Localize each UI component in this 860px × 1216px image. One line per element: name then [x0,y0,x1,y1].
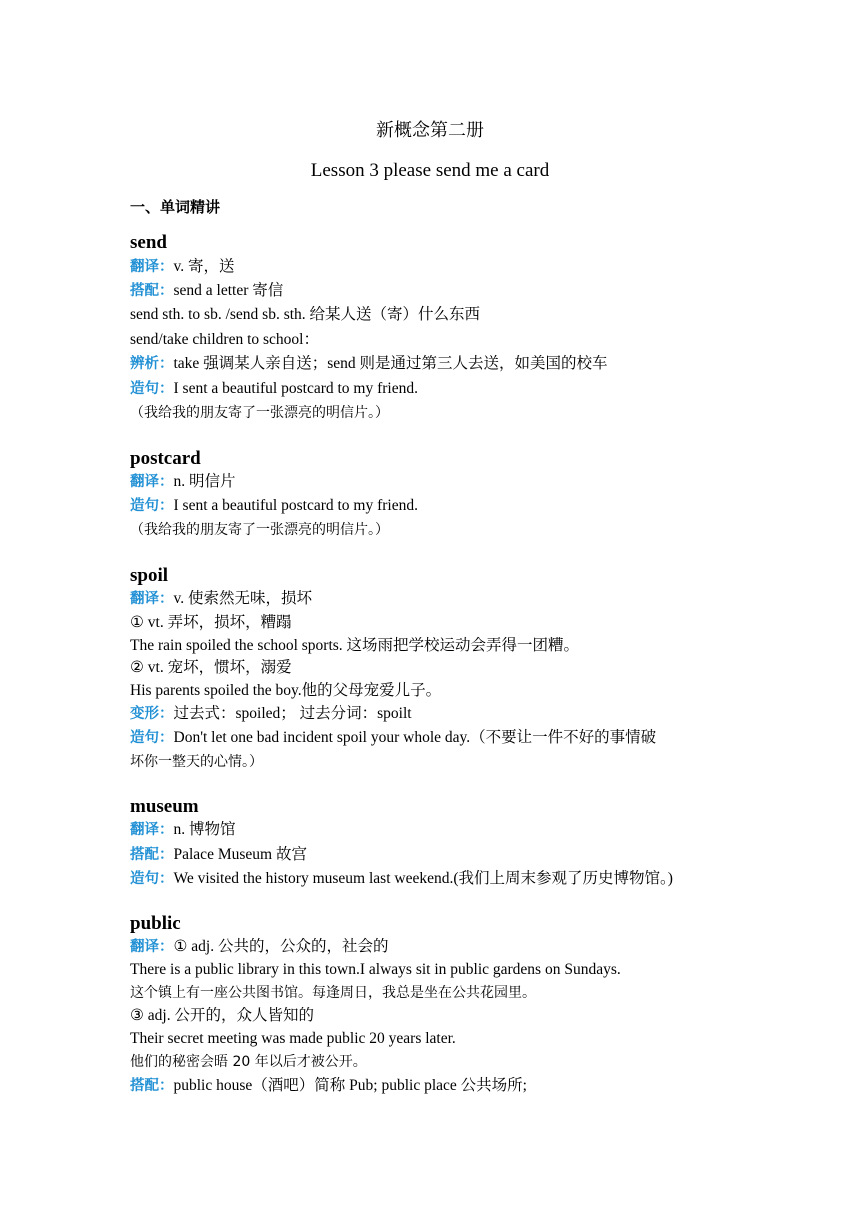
spoil-translation [130,589,312,609]
example-label: 造句： [130,871,174,887]
word-museum: museum [130,796,199,817]
translation-label: 翻译： [130,939,174,955]
collocation-label: 搭配： [130,1078,174,1094]
public-collocation-text: public house（酒吧）简称 Pub; public place 公共场所; [173,1077,527,1094]
spoil-sense-1-example: The rain spoiled the school sports. 这场雨把学校运动会弄得一团糟。 [130,637,580,654]
send-collocation [130,281,283,301]
postcard-translation [130,472,236,492]
send-collocation-3: send/take children to school： [130,331,319,348]
postcard-example [130,496,418,516]
museum-translation [130,820,236,840]
museum-collocation [130,845,307,865]
forms-label: 变形： [130,706,174,722]
collocation-label: 搭配： [130,847,174,863]
spoil-forms [130,704,412,724]
museum-translation-text: n. 博物馆 [173,821,236,838]
send-translation-text: v. 寄，送 [173,258,235,275]
spoil-translation-text: v. 使索然无味，损坏 [173,590,312,607]
postcard-translation-text: n. 明信片 [173,473,236,490]
public-collocation [130,1076,527,1096]
send-example-text: I sent a beautiful postcard to my friend. [173,380,418,397]
public-example-2-cn: 他们的秘密会晤 20 年以后才被公开。 [130,1054,367,1070]
word-postcard: postcard [130,448,201,469]
word-public: public [130,913,181,934]
translation-label: 翻译： [130,591,174,607]
analysis-label: 辨析： [130,356,174,372]
museum-collocation-text: Palace Museum 故宫 [173,846,307,863]
spoil-example-cont: 坏你一整天的心情。） [130,754,263,770]
send-example [130,379,418,399]
book-title: 新概念第二册 [376,120,484,140]
send-analysis-text: take 强调某人亲自送；send 则是通过第三人去送，如美国的校车 [173,355,608,372]
word-spoil: spoil [130,565,169,586]
send-collocation-2: send sth. to sb. /send sb. sth. 给某人送（寄）什么东西 [130,306,481,323]
send-collocation-text: send a letter 寄信 [173,282,284,299]
send-analysis [130,354,607,374]
public-example-1: There is a public library in this town.I always sit in public gardens on Sundays. [130,961,621,978]
public-translation [130,937,388,957]
example-label: 造句： [130,730,174,746]
postcard-example-text: I sent a beautiful postcard to my friend. [173,497,418,514]
spoil-example [130,728,656,748]
museum-example-text: We visited the history museum last weekend.(我们上周末参观了历史博物馆。) [173,870,673,887]
spoil-sense-1: ① vt. 弄坏，损坏，糟蹋 [130,614,292,631]
word-send: send [130,232,167,253]
translation-label: 翻译： [130,259,174,275]
postcard-example-cn: （我给我的朋友寄了一张漂亮的明信片。） [130,522,389,538]
spoil-sense-2-example: His parents spoiled the boy.他的父母宠爱儿子。 [130,682,442,699]
section-title: 一、单词精讲 [130,198,221,216]
public-example-2: Their secret meeting was made public 20 years later. [130,1030,456,1047]
translation-label: 翻译： [130,474,174,490]
spoil-sense-2: ② vt. 宠坏，惯坏，溺爱 [130,659,292,676]
museum-example [130,869,673,889]
send-example-cn: （我给我的朋友寄了一张漂亮的明信片。） [130,405,389,421]
spoil-example-text: Don't let one bad incident spoil your whole day.（不要让一件不好的事情破 [173,729,657,746]
public-translation-text: ① adj. 公共的，公众的，社会的 [173,938,389,955]
public-sense-3: ③ adj. 公开的，众人皆知的 [130,1007,314,1024]
send-translation [130,257,235,277]
translation-label: 翻译： [130,822,174,838]
public-example-1-cn: 这个镇上有一座公共图书馆。每逢周日，我总是坐在公共花园里。 [130,985,536,1001]
example-label: 造句： [130,381,174,397]
lesson-title: Lesson 3 please send me a card [310,160,550,181]
example-label: 造句： [130,498,174,514]
spoil-forms-text: 过去式：spoiled； 过去分词：spoilt [173,705,412,722]
collocation-label: 搭配： [130,283,174,299]
